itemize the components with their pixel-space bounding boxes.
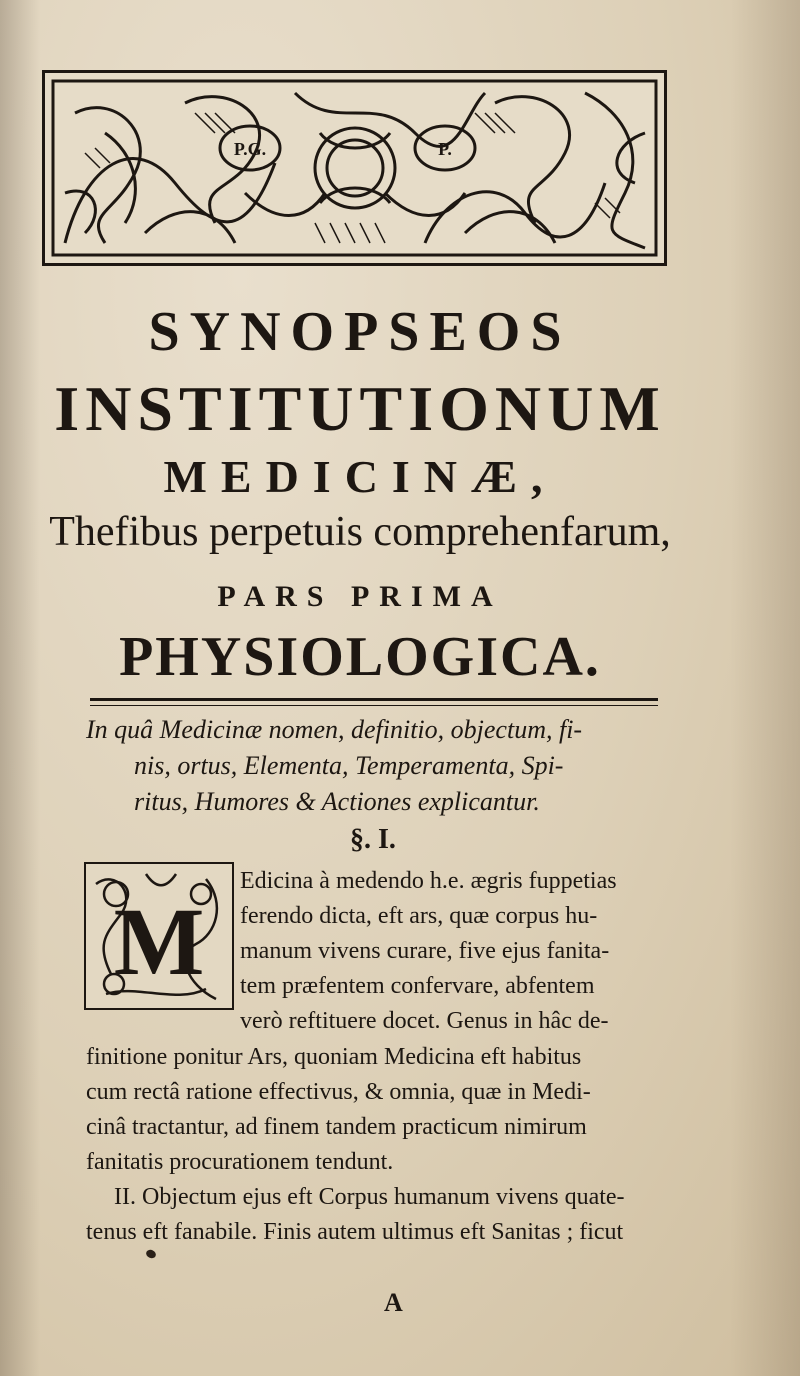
body-line: cinâ tractantur, ad finem tandem practicum nimirum <box>86 1114 587 1140</box>
left-cartouche-text: P.G. <box>233 139 267 159</box>
decorated-initial-icon <box>84 862 234 1010</box>
body-line: tenus eft fanabile. Finis autem ultimus eft Sanitas ; ficut <box>86 1219 624 1245</box>
body-line: tem præfentem confervare, abfentem <box>240 973 595 999</box>
body-line: cum rectâ ratione effectivus, & omnia, quæ in Medi- <box>86 1079 591 1105</box>
right-cartouche-text: P. <box>438 139 452 159</box>
summary-line: In quâ Medicinæ nomen, definitio, objectum, fi- <box>86 715 583 744</box>
chapter-summary <box>86 712 686 820</box>
body-line: verò reftituere docet. Genus in hâc de- <box>240 1008 609 1034</box>
body-line: II. Objectum ejus eft Corpus humanum vivens quate- <box>114 1184 625 1210</box>
title-physiologica: PHYSIOLOGICA. <box>119 626 601 688</box>
title-thesibus: Thefibus perpetuis comprehenfarum, <box>49 509 671 555</box>
summary-line: ritus, Humores & Actiones explicantur. <box>134 787 540 816</box>
initial-letter: M <box>113 888 205 995</box>
section-number: §. I. <box>350 824 396 855</box>
divider-rule <box>90 698 658 701</box>
body-line: Edicina à medendo h.e. ægris fuppetias <box>240 868 617 894</box>
title-medicinae: MEDICINÆ, <box>163 451 557 502</box>
body-text-wrapped <box>240 864 710 1039</box>
body-line: fanitatis procurationem tendunt. <box>86 1149 394 1175</box>
body-line: finitione ponitur Ars, quoniam Medicina eft habitus <box>86 1044 582 1070</box>
title-pars-prima: PARS PRIMA <box>217 580 503 613</box>
title-institutionum: INSTITUTIONUM <box>54 373 666 444</box>
ornamental-headpiece-icon <box>42 70 667 266</box>
body-line: manum vivens curare, five ejus fanita- <box>240 938 610 964</box>
divider-rule-thin <box>90 705 658 706</box>
body-text-full <box>86 1040 726 1250</box>
summary-line: nis, ortus, Elementa, Temperamenta, Spi- <box>134 751 564 780</box>
page-edge-shadow <box>730 0 800 1376</box>
body-line: ferendo dicta, eft ars, quæ corpus hu- <box>240 903 598 929</box>
catchword: A <box>384 1288 403 1317</box>
title-synopseos: SYNOPSEOS <box>148 301 572 363</box>
